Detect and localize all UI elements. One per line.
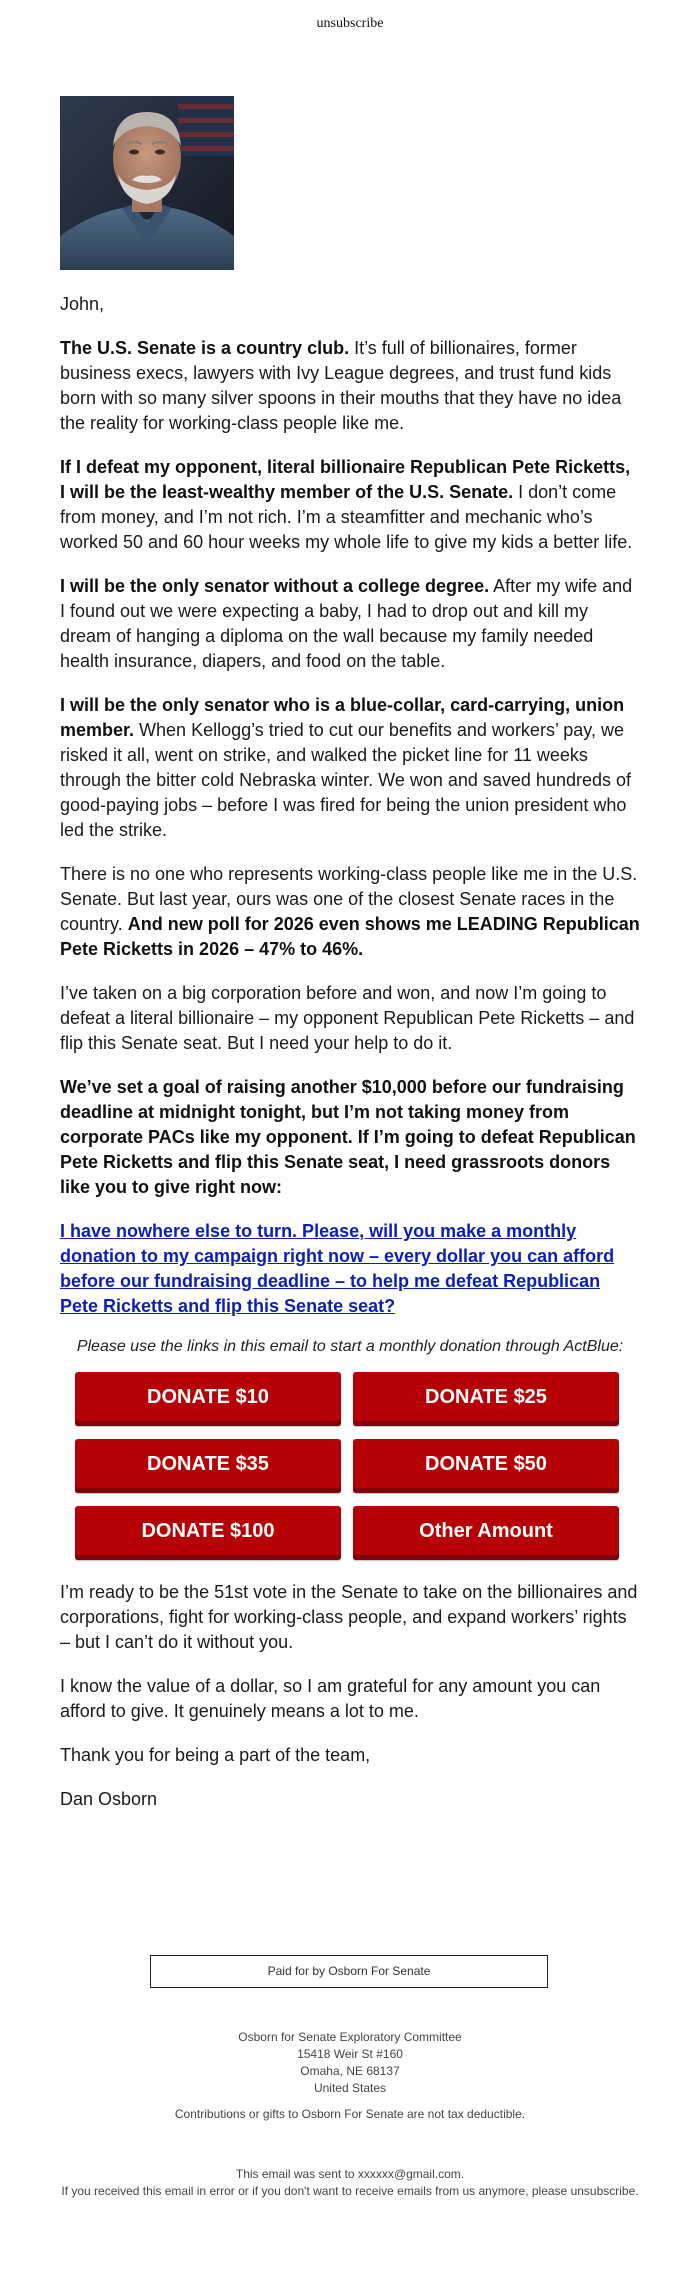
footer-address — [0, 2029, 700, 2097]
paragraph-least-wealthy-text: I don’t come from money, and I’m not rich. I’m a steamfitter and mechanic who’s worked 50 and 60 hour weeks my whole life to give my kids a better life. — [60, 482, 633, 552]
paragraph-country-club-text: It’s full of billionaires, former business execs, lawyers with Ivy League degrees, and trust fund kids born with so many silver spoons in their mouths that they have no idea the reality for working-class people like me. — [60, 338, 622, 433]
donate-other-amount-button[interactable]: Other Amount — [353, 1506, 619, 1560]
paragraph-union-member — [60, 693, 640, 843]
top-unsubscribe-bar — [0, 16, 700, 32]
donate-button-grid — [75, 1372, 625, 1560]
paragraph-no-degree-bold: I will be the only senator without a college degree. — [60, 576, 490, 596]
paragraph-51st-vote: I’m ready to be the 51st vote in the Senate to take on the billionaires and corporations, fight for working-class people, and expand workers’ rights – but I can’t do it without you. — [60, 1582, 638, 1652]
donate-50-button[interactable]: DONATE $50 — [353, 1439, 619, 1493]
paragraph-no-degree-text: After my wife and I found out we were expecting a baby, I had to drop out and kill my dream of hanging a diploma on the wall because my family needed health insurance, diapers, and food on the table. — [60, 576, 633, 671]
paragraph-least-wealthy-bold: If I defeat my opponent, literal billionaire Republican Pete Ricketts, I will be the least-wealthy member of the U.S. Senate. — [60, 457, 631, 502]
paragraph-fundraising-goal — [60, 1075, 640, 1200]
paragraph-donate-link — [60, 1219, 640, 1319]
paragraph-union-member-bold: I will be the only senator who is a blue-collar, card-carrying, union member. — [60, 695, 625, 740]
paragraph-least-wealthy — [60, 455, 640, 555]
recipient-email-link[interactable]: xxxxxx@gmail.com — [357, 2167, 461, 2181]
sent-to-prefix: This email was sent to — [235, 2167, 358, 2181]
candidate-portrait — [60, 96, 234, 270]
paragraph-flip-seat: I’ve taken on a big corporation before and won, and now I’m going to defeat a literal billionaire – my opponent Republican Pete Ricketts – and flip this Senate seat. But I need your help to do it. — [60, 983, 635, 1053]
paragraph-poll-bold: And new poll for 2026 even shows me LEADING Republican Pete Ricketts in 2026 – 47% to 46%. — [60, 914, 640, 959]
error-line — [0, 2183, 700, 2200]
sent-to-line — [0, 2166, 700, 2183]
sent-to-suffix: . — [460, 2167, 465, 2181]
monthly-donation-link[interactable]: I have nowhere else to turn. Please, will you make a monthly donation to my campaign right now – every dollar you can afford before our fundraising deadline – to help me defeat Republican Pete Ricketts and flip this Senate seat? — [60, 1221, 615, 1316]
paid-for-box: Paid for by Osborn For Senate — [150, 1955, 548, 1988]
donate-35-button[interactable]: DONATE $35 — [75, 1439, 341, 1493]
unsubscribe-link-top[interactable]: unsubscribe — [316, 16, 384, 31]
paragraph-union-member-text: When Kellogg’s tried to cut our benefits and workers’ pay, we risked it all, went on strike, and walked the picket line for 11 weeks through the bitter cold Nebraska winter. We won and saved hundreds of good-paying jobs – before I was fired for being the union president who led the strike. — [60, 720, 632, 840]
donate-25-button[interactable]: DONATE $25 — [353, 1372, 619, 1426]
street-address: 15418 Weir St #160 — [297, 2047, 403, 2061]
paragraph-no-degree — [60, 574, 640, 674]
committee-name: Osborn for Senate Exploratory Committee — [238, 2030, 462, 2044]
paragraph-poll — [60, 862, 640, 962]
unsubscribe-link-bottom[interactable]: unsubscribe — [570, 2184, 636, 2198]
greeting: John, — [60, 294, 105, 314]
paragraph-country-club — [60, 336, 640, 436]
signature: Dan Osborn — [60, 1789, 158, 1809]
paragraph-country-club-bold: The U.S. Senate is a country club. — [60, 338, 350, 358]
paragraph-thank-you: Thank you for being a part of the team, — [60, 1745, 371, 1765]
paragraph-fundraising-goal-bold: We’ve set a goal of raising another $10,000 before our fundraising deadline at midnight tonight, but I’m not taking money from corporate PACs like my opponent. If I’m going to defeat Republican Pete Ricketts and flip this Senate seat, I need grassroots donors like you to give right now: — [60, 1077, 636, 1197]
country: United States — [313, 2081, 387, 2095]
donate-10-button[interactable]: DONATE $10 — [75, 1372, 341, 1426]
paragraph-value-of-dollar: I know the value of a dollar, so I am grateful for any amount you can afford to give. It genuinely means a lot to me. — [60, 1676, 601, 1721]
error-line-suffix: . — [635, 2184, 639, 2198]
donate-100-button[interactable]: DONATE $100 — [75, 1506, 341, 1560]
footer-sent-info — [0, 2166, 700, 2200]
tax-disclaimer: Contributions or gifts to Osborn For Senate are not tax deductible. — [174, 2107, 526, 2121]
city-state-zip: Omaha, NE 68137 — [300, 2064, 400, 2078]
paragraph-poll-text: There is no one who represents working-class people like me in the U.S. Senate. But last year, ours was one of the closest Senate races in the country. — [60, 864, 638, 934]
actblue-note: Please use the links in this email to start a monthly donation through ActBlue: — [76, 1338, 624, 1355]
email-content — [60, 96, 640, 1831]
error-line-prefix: If you received this email in error or if you don't want to receive emails from us anymore, please — [61, 2184, 571, 2198]
